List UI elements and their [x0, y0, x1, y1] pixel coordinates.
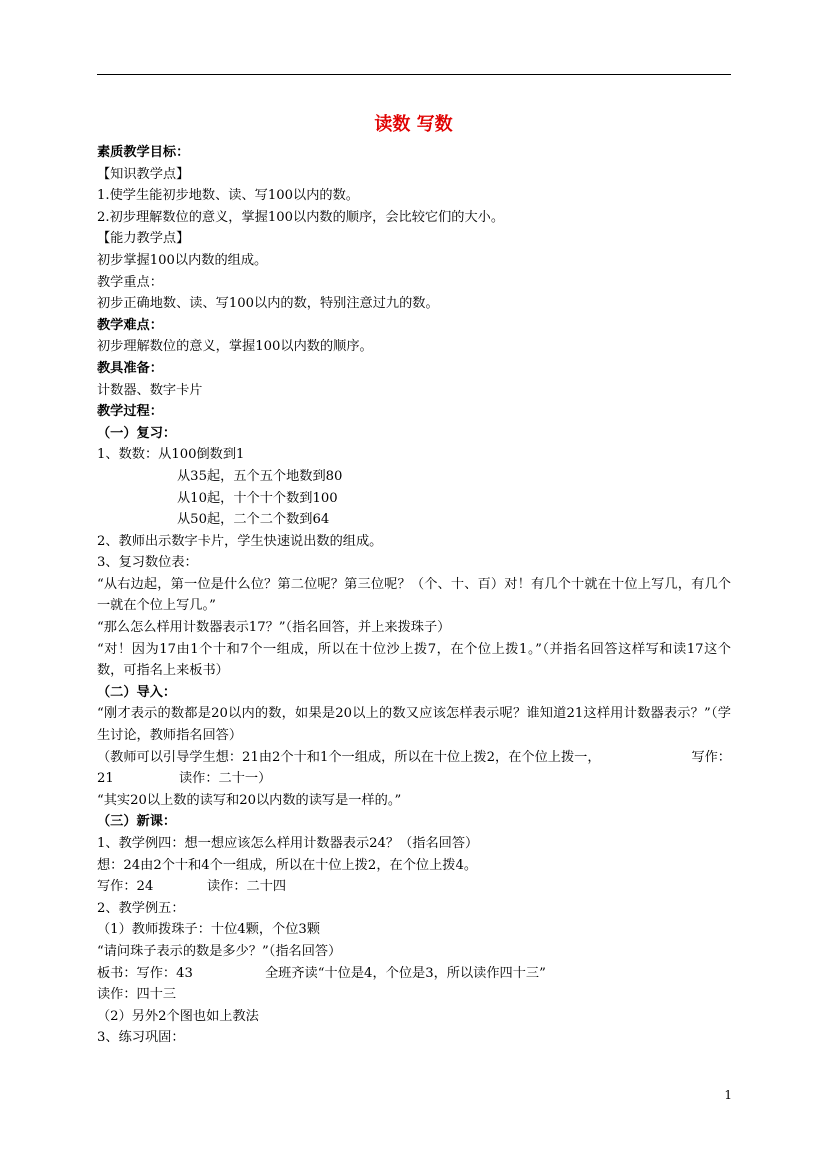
paragraph-part: 板书：写作：43: [97, 965, 193, 981]
paragraph: [97, 876, 731, 898]
paragraph: [97, 768, 731, 790]
paragraph-part: 21: [97, 771, 114, 787]
paragraph: 想：24由2个十和4个一组成，所以在十位上拨2，在个位上拨4。: [97, 857, 478, 873]
paragraph: “从右边起，第一位是什么位？第二位呢？第三位呢？（个、十、百）对！有几个十就在十位上写几，有几个一就在个位上写几。”: [97, 576, 731, 614]
paragraph-part: 读作：二十一）: [179, 771, 272, 787]
paragraph-part: 全班齐读“十位是4，个位是3，所以读作四十三”: [265, 965, 546, 981]
paragraph: 1.使学生能初步地数、读、写100以内的数。: [97, 188, 359, 204]
section-heading: 教学难点：: [97, 317, 163, 333]
section-heading: 教具准备：: [97, 360, 163, 376]
paragraph: “那么怎么样用计数器表示17？”（指名回答，并上来拨珠子）: [97, 620, 451, 636]
paragraph: [97, 963, 731, 985]
section-heading: （三）新课：: [97, 814, 177, 830]
paragraph: 从35起，五个五个地数到80: [177, 468, 343, 484]
page-number: 1: [724, 1088, 732, 1102]
document-body: [97, 142, 731, 1049]
paragraph: 初步正确地数、读、写100以内的数，特别注意过九的数。: [97, 296, 439, 312]
paragraph: 从10起，十个十个数到100: [177, 490, 338, 506]
paragraph: （1）教师拨珠子：十位4颗，个位3颗: [97, 922, 320, 938]
header-rule: [97, 74, 731, 75]
paragraph: 2、教学例五：: [97, 900, 185, 916]
paragraph: 3、复习数位表：: [97, 555, 198, 571]
paragraph: “其实20以上数的读写和20以内数的读写是一样的。”: [97, 792, 402, 808]
paragraph: 2.初步理解数位的意义，掌握100以内数的顺序，会比较它们的大小。: [97, 209, 505, 225]
paragraph: （2）另外2个图也如上教法: [97, 1008, 259, 1024]
paragraph: 读作：四十三: [97, 987, 177, 1003]
paragraph: 3、练习巩固：: [97, 1030, 185, 1046]
paragraph: 1、教学例四：想一想应该怎么样用计数器表示24？（指名回答）: [97, 836, 479, 851]
paragraph: 1、数数：从100倒数到1: [97, 447, 245, 463]
paragraph: “对！因为17由1个十和7个一组成，所以在十位沙上拨7，在个位上拨1。”（并指名回答这样写和读17这个数，可指名上来板书）: [97, 641, 731, 679]
section-heading: （一）复习：: [97, 425, 177, 441]
paragraph: 计数器、数字卡片: [97, 382, 203, 398]
paragraph-part: 写作：: [691, 749, 731, 765]
paragraph-part: （教师可以引导学生想：21由2个十和1个一组成，所以在十位上拨2，在个位上拨一，: [97, 749, 601, 765]
paragraph: “请问珠子表示的数是多少？”（指名回答）: [97, 943, 342, 959]
paragraph: “刚才表示的数都是20以内的数，如果是20以上的数又应该怎样表示呢？谁知道21这样用计数器表示？”（学生讨论，教师指名回答）: [97, 706, 731, 744]
paragraph: 初步理解数位的意义，掌握100以内数的顺序。: [97, 339, 373, 355]
subheading: 教学重点：: [97, 274, 163, 290]
section-heading: （二）导入：: [97, 684, 177, 700]
subheading: 【知识教学点】: [97, 166, 190, 182]
paragraph-part: 读作：二十四: [207, 879, 287, 895]
paragraph: [97, 747, 731, 769]
paragraph: 初步掌握100以内数的组成。: [97, 252, 268, 268]
page-title: 读数 写数: [374, 114, 453, 135]
paragraph: 2、教师出示数字卡片，学生快速说出数的组成。: [97, 533, 383, 549]
subheading: 【能力教学点】: [97, 231, 190, 247]
paragraph-part: 写作：24: [97, 879, 154, 895]
section-heading: 素质教学目标：: [97, 145, 190, 160]
paragraph: 从50起，二个二个数到64: [177, 512, 330, 528]
section-heading: 教学过程：: [97, 404, 163, 420]
